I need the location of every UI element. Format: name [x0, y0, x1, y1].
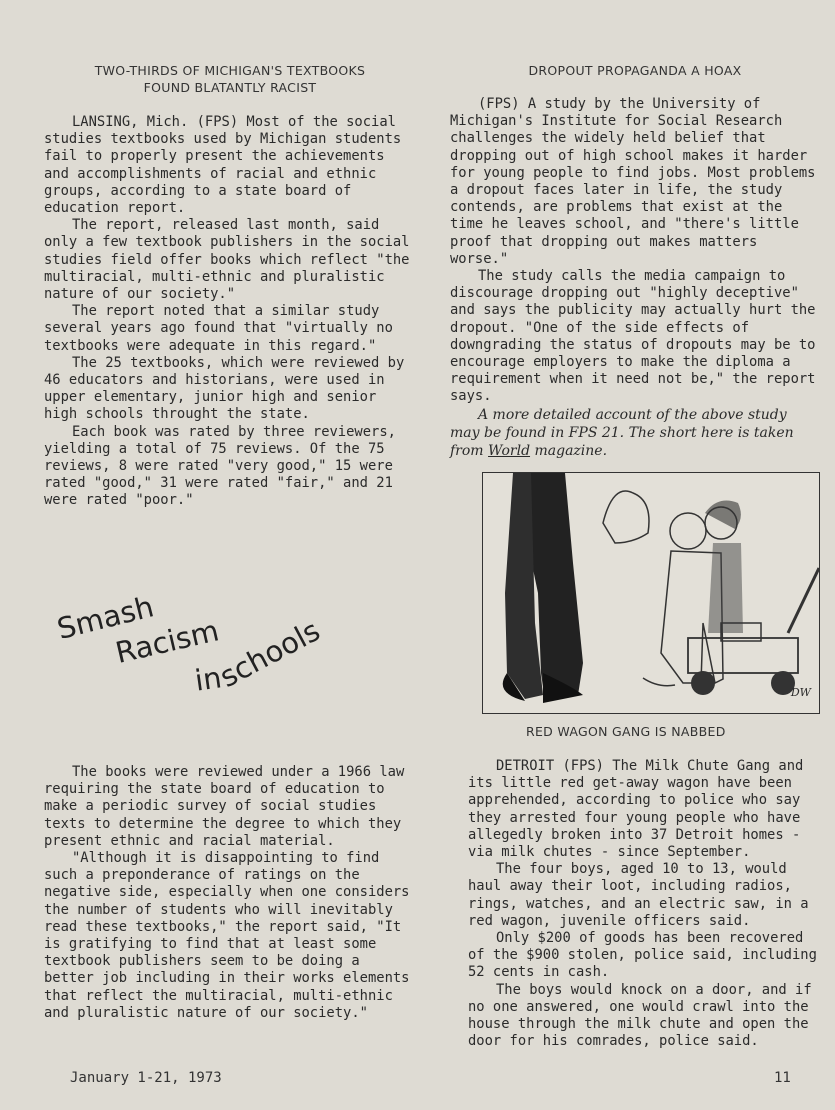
paragraph: The report noted that a similar study several years ago found that "virtually no textbooks were adequate in this regard."	[44, 303, 393, 354]
cartoon-illustration	[482, 472, 820, 714]
article-wagon-gang	[468, 758, 820, 1050]
paragraph: The 25 textbooks, which were reviewed by 46 educators and historians, were used in upper elementary, junior high and senior high schools throught the state.	[44, 354, 405, 423]
paragraph: Each book was rated by three reviewers, yielding a total of 75 reviews. Of the 75 reviews, 8 were rated "very good," 15 were rated "good," 31 were rated "fair," and 21 were rated "poor."	[44, 423, 396, 509]
article-textbooks-continued	[44, 764, 416, 1022]
article-dropout	[450, 96, 820, 460]
headline-dropout: DROPOUT PROPAGANDA A HOAX	[528, 63, 742, 78]
paragraph: The four boys, aged 10 to 13, would haul away their loot, including radios, rings, watches, and an electric saw, in a red wagon, juvenile officers said.	[468, 861, 809, 929]
paragraph: (FPS) A study by the University of Michigan's Institute for Social Research challenges the widely held belief that dropping out of high school makes it harder for young people to find jobs. Most problems a dropout faces later in life, the study contends, are problems that exist at the time he leaves school, and "there's little proof that dropping out makes matters worse."	[450, 96, 816, 267]
paragraph: DETROIT (FPS) The Milk Chute Gang and its little red get-away wagon have been apprehended, according to police who say they arrested four young people who have allegedly broken into 37 Detroit homes - via milk chutes - since September.	[468, 758, 804, 861]
source-note: A more detailed account of the above study may be found in FPS 21. The short here is taken from World magazine.	[450, 406, 794, 459]
cartoon-drawing	[483, 473, 819, 713]
slogan-word: Smash	[53, 589, 158, 646]
paragraph: LANSING, Mich. (FPS) Most of the social studies textbooks used by Michigan students fail to properly present the achievements and accomplishments of racial and ethnic groups, according to a state board of education report.	[44, 114, 402, 217]
cartoon-signature: DW	[790, 686, 811, 699]
page-number: 11	[774, 1070, 791, 1086]
paragraph: The boys would knock on a door, and if no one answered, one would crawl into the house through the milk chute and open the door for his comrades, police said.	[468, 981, 812, 1050]
paragraph: The report, released last month, said only a few textbook publishers in the social studies field offer books which reflect "the multiracial, multi-ethnic and pluralistic nature of our society."	[44, 217, 410, 303]
paragraph: The study calls the media campaign to discourage dropping out "highly deceptive" and says the publicity may actually hurt the dropout. "One of the side effects of downgrading the status of dropouts may be to encourage employers to make the diploma a requirement when it need not be," the report says.	[450, 268, 816, 405]
slogan-word: in	[192, 660, 224, 698]
article-textbooks	[44, 114, 416, 510]
slogan-word: Racism	[112, 613, 222, 670]
paragraph: Only $200 of goods has been recovered of the $900 stolen, police said, including 52 cents in cash.	[468, 930, 817, 981]
issue-date: January 1-21, 1973	[70, 1070, 222, 1086]
headline-textbooks: TWO-THIRDS OF MICHIGAN'S TEXTBOOKS FOUND BLATANTLY RACIST	[94, 63, 366, 95]
paragraph: The books were reviewed under a 1966 law requiring the state board of education to make a periodic survey of social studies texts to determine the degree to which they present ethnic and racial material.	[44, 764, 405, 849]
paragraph: "Although it is disappointing to find such a preponderance of ratings on the negative side, especially when one considers the number of students who will inevitably read these textbooks," the report said, "It is gratifying to find that at least some textbook publishers seem to be doing a better job including in their works elements that reflect the multiracial, multi-ethnic and pluralistic nature of our society."	[44, 850, 410, 1021]
cartoon-caption: RED WAGON GANG IS NABBED	[526, 724, 726, 739]
slogan-word: schools	[214, 613, 326, 694]
